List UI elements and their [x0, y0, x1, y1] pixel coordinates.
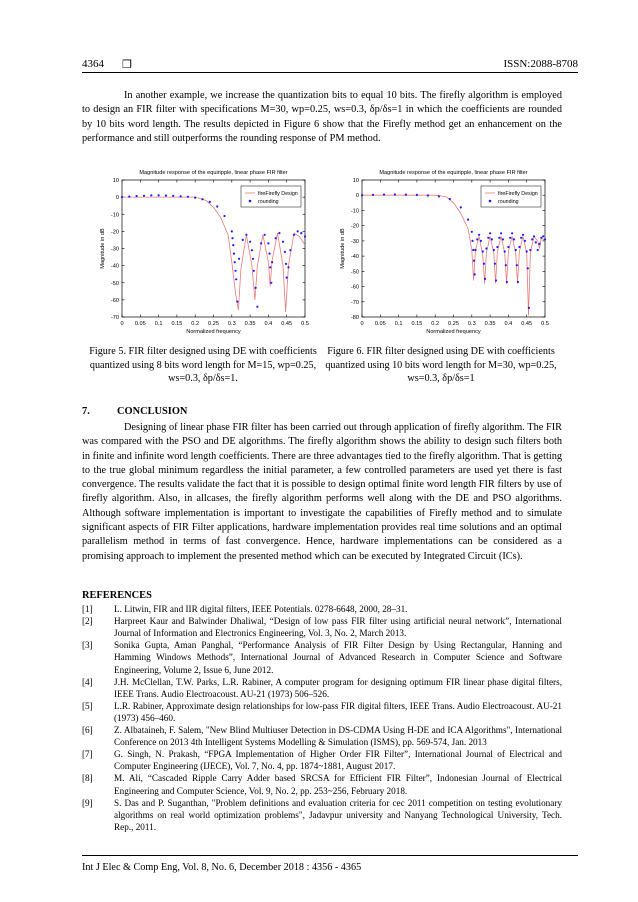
reference-item: [82, 603, 562, 615]
chart-title: Magnitude response of the equiripple, linear phase FIR filter: [379, 170, 528, 176]
data-point-rounding: [511, 232, 513, 234]
data-point-rounding: [245, 234, 247, 236]
data-point-rounding: [278, 232, 280, 234]
reference-item: [82, 772, 562, 796]
reference-number: [1]: [82, 604, 93, 615]
y-tick-label: -10: [350, 208, 359, 215]
y-axis-label: Magnitude in dB: [340, 228, 346, 269]
data-point-rounding: [482, 250, 484, 252]
footer-rule: [82, 855, 578, 856]
reference-number: [5]: [82, 700, 93, 711]
data-point-rounding: [256, 306, 258, 308]
data-point-rounding: [485, 247, 487, 249]
data-point-rounding: [506, 281, 508, 283]
data-point-rounding: [520, 237, 522, 239]
data-point-rounding: [251, 249, 253, 251]
data-point-rounding: [284, 251, 286, 253]
data-point-rounding: [487, 237, 489, 239]
x-tick-label: 0.15: [171, 321, 183, 327]
data-point-rounding: [509, 237, 511, 239]
intro-paragraph: In another example, we increase the quantization bits to equal 10 bits. The firefly algorithm is employed to design an FIR filter with specifications M=30, wp=0.25, ws=0.3, δp/δs=1 in which the coefficients are rounded by 10 bits word length. The results depicted in Figure 6 show that the Firefly method get an enhancement on the performance and still outperforms the rounding response of PM method.: [82, 90, 562, 144]
data-point-rounding: [502, 238, 504, 240]
data-point-rounding: [268, 253, 270, 255]
reference-item: [82, 700, 562, 724]
data-point-rounding: [270, 282, 272, 284]
reference-list: [82, 603, 562, 833]
x-tick-label: 0.5: [541, 321, 549, 327]
data-point-rounding: [172, 195, 174, 197]
y-tick-label: -30: [350, 238, 359, 245]
data-point-rounding: [394, 193, 396, 195]
legend-marker-swatch: [249, 200, 252, 203]
figure-6-caption: Figure 6. FIR filter designed using DE with coefficients quantized using 10 bits word length for M=30, wp=0.25, ws=0.3, δp/δs=1: [325, 346, 557, 385]
data-point-rounding: [293, 234, 295, 236]
data-point-rounding: [473, 260, 475, 262]
reference-number: [8]: [82, 773, 93, 784]
reference-item: [82, 797, 562, 833]
data-point-rounding: [538, 243, 540, 245]
data-point-rounding: [496, 246, 498, 248]
data-point-rounding: [216, 205, 218, 207]
data-point-rounding: [236, 301, 238, 303]
footer-citation: Int J Elec & Comp Eng, Vol. 8, No. 6, December 2018 : 4356 - 4365: [82, 862, 362, 873]
data-point-rounding: [524, 240, 526, 242]
x-tick-label: 0: [120, 321, 124, 327]
data-point-rounding: [471, 231, 473, 233]
reference-text: S. Das and P. Suganthan, "Problem definitions and evaluation criteria for cec 2011 competition on testing evolutionary algorithms on real world optimization problems", Jadavpur university and Nanyang Technological University, Tech. Rep., 2011.: [114, 797, 562, 832]
issn: ISSN:2088-8708: [503, 58, 578, 70]
y-tick-label: -40: [350, 254, 359, 261]
data-point-rounding: [231, 230, 233, 232]
data-point-rounding: [529, 249, 531, 251]
data-point-rounding: [249, 241, 251, 243]
data-point-rounding: [143, 195, 145, 197]
data-point-rounding: [516, 264, 518, 266]
reference-text: M. Ali, “Cascaded Ripple Carry Adder based SRCSA for Efficient FIR Filter”, Indonesian Journal of Electrical Engineering and Computer Science, Vol. 9, No. 2, pp. 253~256, February 2018.: [114, 773, 562, 796]
data-point-rounding: [491, 238, 493, 240]
data-point-rounding: [528, 307, 530, 309]
page-number: 4364: [82, 58, 104, 70]
data-point-rounding: [513, 238, 515, 240]
reference-number: [9]: [82, 797, 93, 808]
x-tick-label: 0.3: [467, 321, 476, 327]
figure-5-caption: Figure 5. FIR filter designed using DE with coefficients quantized using 8 bits word length for M=15, wp=0.25, ws=0.3, δp/δs=1.: [89, 346, 317, 385]
reference-item: [82, 639, 562, 675]
data-point-rounding: [533, 235, 535, 237]
data-point-rounding: [500, 232, 502, 234]
x-tick-label: 0.1: [394, 321, 403, 327]
data-point-rounding: [494, 263, 496, 265]
data-point-rounding: [489, 232, 491, 234]
data-point-rounding: [264, 234, 266, 236]
data-point-rounding: [460, 206, 462, 208]
figure-6: [322, 160, 562, 340]
data-point-rounding: [187, 196, 189, 198]
y-tick-label: 10: [352, 178, 359, 184]
y-tick-label: -50: [350, 269, 359, 276]
data-point-rounding: [282, 241, 284, 243]
reference-text: G. Singh, N. Prakash, “FPGA Implementation of Higher Order FIR Filter”, International Journal of Electrical and Computer Engineering (IJECE), Vol. 7, No. 4, pp. 1874~1881, August 2017.: [114, 749, 562, 772]
data-point-rounding: [416, 194, 418, 196]
data-point-rounding: [522, 234, 524, 236]
x-axis-label: Normalized frequency: [426, 329, 481, 335]
data-point-rounding: [471, 240, 473, 242]
data-point-rounding: [361, 194, 363, 196]
data-point-rounding: [201, 198, 203, 200]
data-point-rounding: [304, 235, 306, 237]
x-axis-label: Normalized frequency: [186, 329, 241, 335]
data-point-rounding: [223, 215, 225, 217]
data-point-rounding: [535, 241, 537, 243]
reference-text: Z. Albataineh, F. Salem, "New Blind Multiuser Detection in DS-CDMA Using H-DE and ICA Algorithms", International Conference on 2013 4th Intelligent Systems Modelling & Simulation (ISMS), pp. 569-574, Jan. 2013: [114, 725, 562, 748]
section-number: 7.: [82, 406, 90, 417]
legend-label-rounding: rounding: [258, 199, 279, 205]
data-point-rounding: [300, 232, 302, 234]
y-tick-label: -70: [350, 299, 359, 306]
x-tick-label: 0.15: [411, 321, 423, 327]
data-point-rounding: [233, 253, 235, 255]
data-point-rounding: [493, 249, 495, 251]
data-point-rounding: [537, 249, 539, 251]
y-tick-label: -50: [110, 280, 119, 287]
x-tick-label: 0.35: [484, 321, 496, 327]
reference-item: [82, 748, 562, 772]
x-tick-label: 0.35: [244, 321, 256, 327]
x-tick-label: 0.45: [521, 321, 533, 327]
data-point-rounding: [527, 267, 529, 269]
x-tick-label: 0.1: [154, 321, 163, 327]
x-tick-label: 0.3: [227, 321, 236, 327]
data-point-rounding: [275, 237, 277, 239]
x-tick-label: 0.25: [208, 321, 219, 327]
reference-number: [2]: [82, 616, 93, 627]
y-axis-label: Magnitude in dB: [100, 228, 106, 269]
data-point-rounding: [234, 270, 236, 272]
y-tick-label: -40: [110, 263, 119, 270]
y-tick-label: -20: [350, 223, 359, 230]
legend-label-rounding: rounding: [498, 199, 519, 205]
reference-text: Harpreet Kaur and Balwinder Dhaliwal, “Design of low pass FIR filter using artificial neural network”, International Journal of Information and Electronics Engineering, Vol. 3, No. 2, March 2013.: [114, 616, 562, 639]
reference-item: [82, 615, 562, 639]
y-tick-label: -60: [110, 297, 119, 304]
y-tick-label: -10: [110, 212, 119, 219]
data-point-rounding: [121, 196, 123, 198]
y-tick-label: -80: [350, 315, 359, 321]
data-point-rounding: [517, 281, 519, 283]
data-point-rounding: [467, 219, 469, 221]
data-point-rounding: [255, 287, 257, 289]
x-tick-label: 0.2: [191, 321, 200, 327]
data-point-rounding: [483, 263, 485, 265]
y-tick-label: -70: [110, 315, 119, 321]
data-point-rounding: [526, 250, 528, 252]
data-point-rounding: [128, 196, 130, 198]
y-tick-label: 10: [112, 178, 119, 184]
data-point-rounding: [286, 277, 288, 279]
data-point-rounding: [231, 237, 233, 239]
data-point-rounding: [507, 246, 509, 248]
data-point-rounding: [252, 258, 254, 260]
references: [82, 590, 562, 833]
data-point-rounding: [234, 261, 236, 263]
data-point-rounding: [495, 279, 497, 281]
reference-text: Sonika Gupta, Aman Panghal, “Performance Analysis of FIR Filter Design by Using Rectangular, Hanning and Hamming Windows Methods”, International Journal of Advanced Research in Computer Science and Software Engineering, Volume 2, Issue 6, June 2012.: [114, 640, 562, 675]
data-point-rounding: [383, 194, 385, 196]
section-heading: CONCLUSION: [117, 406, 188, 417]
data-point-rounding: [472, 249, 474, 251]
reference-number: [7]: [82, 749, 93, 760]
data-point-rounding: [476, 238, 478, 240]
x-tick-label: 0: [360, 321, 364, 327]
y-tick-label: 0: [355, 193, 359, 200]
data-point-rounding: [474, 273, 476, 275]
data-point-rounding: [498, 237, 500, 239]
data-point-rounding: [484, 278, 486, 280]
data-point-rounding: [427, 194, 429, 196]
y-tick-label: 0: [115, 195, 119, 202]
data-point-rounding: [438, 195, 440, 197]
data-point-rounding: [194, 197, 196, 199]
data-point-rounding: [480, 240, 482, 242]
data-point-rounding: [372, 194, 374, 196]
data-point-rounding: [209, 201, 211, 203]
figure-5: [82, 160, 322, 340]
data-point-rounding: [449, 198, 451, 200]
y-tick-label: -30: [110, 246, 119, 253]
reference-text: L. Litwin, FIR and IIR digital filters, IEEE Potentials. 0278-6648, 2000, 28–31.: [114, 604, 408, 615]
data-point-rounding: [544, 238, 546, 240]
legend-label-firefly: fireFirefly Design: [498, 191, 538, 197]
x-tick-label: 0.45: [281, 321, 293, 327]
reference-item: [82, 724, 562, 748]
x-tick-label: 0.05: [374, 321, 386, 327]
data-point-rounding: [540, 237, 542, 239]
data-point-rounding: [232, 244, 234, 246]
x-tick-label: 0.5: [301, 321, 309, 327]
references-heading: REFERENCES: [82, 590, 152, 601]
figure-5-chart: [82, 160, 322, 340]
header-box-icon: ❒: [122, 59, 132, 71]
data-point-rounding: [505, 264, 507, 266]
reference-number: [3]: [82, 640, 93, 651]
data-point-rounding: [136, 195, 138, 197]
data-point-rounding: [504, 250, 506, 252]
data-point-rounding: [242, 239, 244, 241]
reference-text: J.H. McClellan, T.W. Parks, L.R. Rabiner, A computer program for designing optimum FIR linear phase digital filters, IEEE Trans. Audio Electroacoust. AU-21 (1973) 506–526.: [114, 676, 562, 699]
data-point-rounding: [405, 194, 407, 196]
header-rule: [82, 72, 578, 73]
data-point-rounding: [253, 270, 255, 272]
data-point-rounding: [150, 194, 152, 196]
x-tick-label: 0.05: [134, 321, 146, 327]
y-tick-label: -60: [350, 284, 359, 291]
data-point-rounding: [285, 263, 287, 265]
figure-6-chart: [322, 160, 562, 340]
data-point-rounding: [238, 258, 240, 260]
legend-label-firefly: fireFirefly Design: [258, 191, 298, 197]
data-point-rounding: [267, 242, 269, 244]
reference-number: [4]: [82, 676, 93, 687]
data-point-rounding: [180, 195, 182, 197]
x-tick-label: 0.4: [504, 321, 513, 327]
data-point-rounding: [269, 266, 271, 268]
data-point-rounding: [297, 230, 299, 232]
data-point-rounding: [165, 195, 167, 197]
chart-title: Magnitude response of the equiripple, linear phase FIR filter: [139, 170, 288, 176]
reference-item: [82, 676, 562, 700]
data-point-rounding: [287, 266, 289, 268]
x-tick-label: 0.25: [448, 321, 459, 327]
data-point-rounding: [235, 278, 237, 280]
data-point-rounding: [531, 238, 533, 240]
x-tick-label: 0.2: [431, 321, 440, 327]
data-point-rounding: [518, 246, 520, 248]
data-point-rounding: [478, 234, 480, 236]
y-tick-label: -20: [110, 229, 119, 236]
data-point-rounding: [271, 261, 273, 263]
data-point-rounding: [474, 249, 476, 251]
data-point-rounding: [289, 249, 291, 251]
legend-marker-swatch: [489, 200, 492, 203]
conclusion-paragraph: Designing of linear phase FIR filter has been carried out through application of firefly algorithm. The FIR was compared with the PSO and DE algorithms. The firefly algorithm shows the ability to design such filters both in finite and infinite word length coefficients. There are three advantages tied to the firefly algorithm. That is getting to the true global minimum regardless the initial parameter, a few controlled parameters are used yet there is fast convergence. The results validate the fact that it is possible to design optimal finite word length FIR filters by use of firefly algorithm. Also, in allcases, the firefly algorithm performs well along with the DE and PSO algorithms. Although software implementation is important to investigate the capabilities of Firefly method and to simulate significant aspects of FIR Filter applications, hardware implementation provides real time solutions and an optimal parallelism method in terms of fast convergence. Hence, hardware implementations can be considered as a promising approach to implement the presented method which can be executed by Integrated Circuit (ICs).: [82, 422, 562, 562]
data-point-rounding: [260, 242, 262, 244]
reference-number: [6]: [82, 725, 93, 736]
data-point-rounding: [515, 249, 517, 251]
x-tick-label: 0.4: [264, 321, 273, 327]
data-point-rounding: [542, 235, 544, 237]
reference-text: L.R. Rabiner, Approximate design relationships for low-pass FIR digital filters, IEEE Trans. Audio Electroacoust. AU-21 (1973) 456–460.: [114, 700, 562, 723]
data-point-rounding: [158, 194, 160, 196]
